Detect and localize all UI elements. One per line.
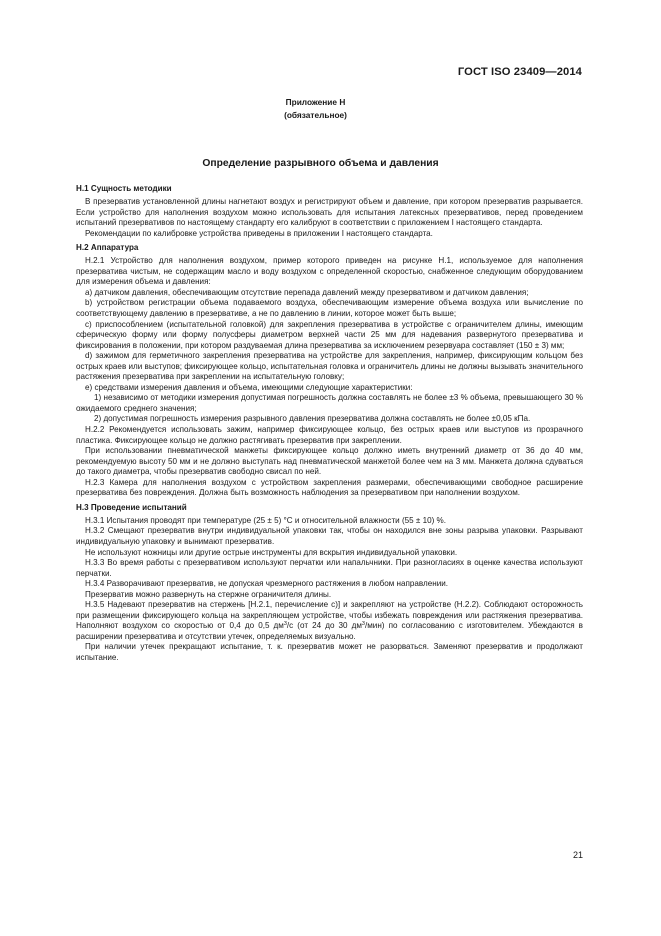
paragraph: Н.3.1 Испытания проводят при температуре (25 ± 5) °С и относительной влажности (55 ± 10) %. bbox=[85, 515, 446, 525]
paragraph: При наличии утечек прекращают испытание, т. к. презерватив может не разорваться. Заменяют презерватив и продолжают испытание. bbox=[76, 642, 583, 663]
list-item: а) датчиком давления, обеспечивающим отсутствие перепада давлений между презервативом и датчиком давления; bbox=[85, 287, 529, 297]
superscript: 3 bbox=[283, 621, 287, 628]
annex-heading bbox=[0, 96, 631, 122]
section-heading-h3: Н.3 Проведение испытаний bbox=[76, 502, 187, 512]
text-run: /мин) по согласованию с изготовителем. Убеждаются в расширении презерватива и отсутствии утечек, определяемых визуально. bbox=[76, 621, 583, 641]
annex-title: Определение разрывного объема и давления bbox=[202, 158, 439, 169]
sub-list-item: 2) допустимая погрешность измерения разрывного давления презерватива должна составлять не более ±0,05 кПа. bbox=[94, 414, 531, 424]
paragraph: Н.2.1 Устройство для наполнения воздухом, пример которого приведен на рисунке Н.1, используемое для наполнения презерватива чистым, не содержащим масло и воду воздухом с определенной скоростью, снабженное следующим оборудованием для измерения объема и давления: bbox=[76, 256, 583, 287]
paragraph: При использовании пневматической манжеты фиксирующее кольцо должно иметь внутренний диаметр от 36 до 40 мм, рекомендуемую высоту 50 мм и не должно выступать над пневматической манжетой более чем на 3 мм. Манжета должна сдуваться до такого диаметра, чтобы презерватив свободно свисал по ней. bbox=[76, 446, 583, 477]
list-item: b) устройством регистрации объема подаваемого воздуха, обеспечивающим измерение объема воздуха или вычисление по соответствующему давлению в презервативе, а не по давлению в линии, которое может быть выше; bbox=[76, 298, 583, 319]
paragraph: Н.2.2 Рекомендуется использовать зажим, например фиксирующее кольцо, без острых краев или выступов из прозрачного пластика. Фиксирующее кольцо не должно растягивать презерватив при закреплении. bbox=[76, 425, 583, 445]
superscript: 3 bbox=[361, 621, 365, 628]
sub-list-item: 1) независимо от методики измерения допустимая погрешность должна составлять не более ±3 % объема, превышающего 30 % ожидаемого среднего значения; bbox=[76, 393, 583, 413]
list-item: d) зажимом для герметичного закрепления презерватива на устройстве для закрепления, например, фиксирующим кольцом без острых краев или выступов; фиксирующее кольцо, испытательная головка и ограничитель длины не должны вызывать значительного растяжения презерватива при закреплении на испытательную головку; bbox=[76, 351, 583, 382]
list-item: с) приспособлением (испытательной головкой) для закрепления презерватива в устройстве с ограничителем длины, имеющим сферическую форму или форму полусферы диаметром верхней части 25 мм для надевания развернутого презерватива и фиксирования в положении, при котором раздуваемая длина презерватива за исключением резервуара составляет (150 ± 3) мм; bbox=[76, 319, 583, 350]
paragraph: Рекомендации по калибровке устройства приведены в приложении I настоящего стандарта. bbox=[85, 228, 433, 238]
paragraph: Н.3.2 Смещают презерватив внутри индивидуальной упаковки так, чтобы он находился вне зоны разрыва упаковки. Разрывают индивидуальную упаковку и вынимают презерватив. bbox=[76, 526, 583, 546]
list-item: е) средствами измерения давления и объема, имеющими следующие характеристики: bbox=[85, 382, 413, 392]
paragraph: В презерватив установленной длины нагнетают воздух и регистрируют объем и давление, при котором презерватив разрывается. Если устройство для наполнения воздухом можно использовать для испытания латексных презервативов, перед проведением испытаний презервативов по настоящему стандарту его калибруют в соответствии с приложением I настоящего стандарта. bbox=[76, 197, 583, 228]
document-body bbox=[76, 184, 583, 664]
paragraph: Не используют ножницы или другие острые инструменты для вскрытия индивидуальной упаковки. bbox=[85, 547, 458, 557]
paragraph: Н.2.3 Камера для наполнения воздухом с устройством закрепления размерами, обеспечивающими свободное расширение презерватива без повреждения. Должна быть возможность наблюдения за презервативом при наполнении воздухом. bbox=[76, 477, 583, 498]
paragraph: Н.3.3 Во время работы с презервативом используют перчатки или напальчники. При разногласиях в оценке качества используют перчатки. bbox=[76, 558, 583, 578]
paragraph: Н.3.4 Разворачивают презерватив, не допуская чрезмерного растяжения в любом направлении. bbox=[85, 579, 448, 589]
annex-status: (обязательное) bbox=[284, 110, 347, 120]
paragraph: Презерватив можно развернуть на стержне ограничителя длины. bbox=[85, 589, 332, 599]
paragraph bbox=[76, 600, 583, 642]
section-heading-h2: Н.2 Аппаратура bbox=[76, 243, 139, 253]
page-number: 21 bbox=[572, 850, 583, 860]
section-heading-h1: Н.1 Сущность методики bbox=[76, 184, 172, 193]
standard-header: ГОСТ ISO 23409—2014 bbox=[457, 66, 582, 78]
annex-label: Приложение Н bbox=[285, 97, 346, 107]
text-run: /с (от 24 до 30 дм bbox=[286, 621, 362, 631]
text-run: Н.3.5 Надевают презерватив на стержень [Н.2.1, перечисление с)] и закрепляют на устройстве (Н.2.2). Соблюдают осторожность при размещении фиксирующего кольца на закрепляющем устройстве, чтобы избежать повреждения или растяжения презерватива. Наполняют воздухом со скоростью от 0,4 до 0,5 дм bbox=[76, 600, 583, 631]
